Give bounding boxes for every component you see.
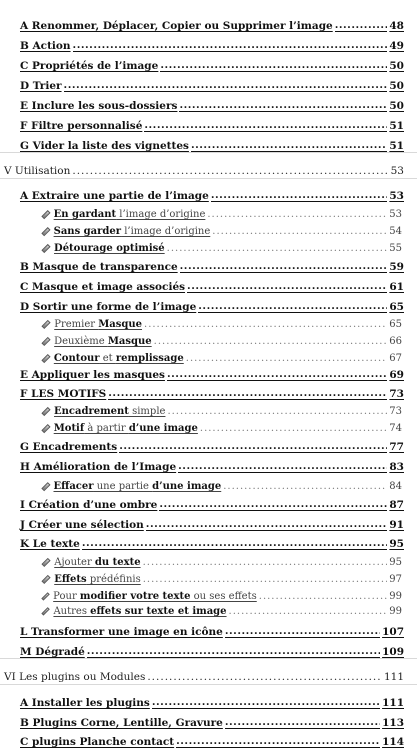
toc-chapter [0, 666, 417, 683]
toc-entry [0, 256, 417, 273]
toc-entry-label: A Extraire une partie de l’image [20, 190, 209, 202]
toc-bold-run: Sans garder [53, 226, 122, 237]
leader-dots [87, 646, 380, 658]
diamond-bullet-icon [41, 575, 50, 584]
toc-bold-run: Effacer [53, 481, 94, 492]
toc-page-number: 67 [389, 353, 402, 364]
toc-page-number: 53 [389, 190, 404, 202]
toc-entry [0, 712, 417, 729]
toc-entry-label: I Création d’une ombre [20, 499, 158, 511]
toc-page-number: 83 [389, 461, 404, 473]
leader-dots [176, 736, 380, 748]
leader-dots [160, 60, 387, 72]
toc-subentry-label [54, 574, 141, 585]
leader-dots [144, 319, 387, 330]
diamond-bullet-icon [41, 424, 50, 433]
leader-dots [152, 697, 380, 709]
leader-dots [211, 190, 388, 202]
leader-dots [167, 406, 387, 417]
toc-page-number: 77 [389, 441, 404, 453]
toc-subentry [0, 330, 417, 347]
toc-subentry [0, 237, 417, 254]
toc-bold-run: d’une image [128, 423, 198, 434]
toc-page-number: 84 [389, 481, 402, 492]
diamond-bullet-icon [41, 354, 50, 363]
toc-page-number: 65 [389, 319, 402, 330]
toc-subentry-label [54, 243, 165, 254]
toc-page-number: 73 [389, 388, 404, 400]
toc-page-number: 74 [389, 423, 402, 434]
toc-page-number: 54 [389, 226, 402, 237]
toc-subentry-label [54, 481, 222, 492]
toc-chapter-label: VI Les plugins ou Modules [4, 671, 146, 683]
leader-dots [143, 574, 388, 585]
toc-entry [0, 533, 417, 550]
toc-subentry-label [54, 406, 165, 417]
toc-page-number: 53 [389, 209, 402, 220]
toc-entry-label: L Transformer une image en icône [20, 626, 223, 638]
toc-page-number: 66 [389, 336, 402, 347]
leader-dots [167, 243, 388, 254]
leader-dots [212, 226, 387, 237]
diamond-bullet-icon [41, 337, 50, 346]
toc-bold-run: du texte [94, 557, 141, 568]
toc-entry-label: B Plugins Corne, Lentille, Gravure [20, 717, 223, 729]
toc-entry [0, 95, 417, 112]
toc-page-number: 109 [382, 646, 404, 658]
toc-chapter-label: V Utilisation [4, 165, 71, 177]
toc-entry-label: E Inclure les sous-dossiers [20, 100, 178, 112]
toc-subentry [0, 220, 417, 237]
diamond-bullet-icon [41, 210, 50, 219]
toc-entry-label: A Installer les plugins [20, 697, 150, 709]
toc-bold-run: Effets [54, 574, 87, 585]
toc-text-run: Autres [53, 606, 91, 617]
toc-page-number: 48 [389, 20, 404, 32]
toc-text-run: l’image d’origine [121, 226, 211, 237]
toc-bold-run: d’une image [152, 481, 222, 492]
toc-entry-label: B Action [20, 40, 71, 52]
diamond-bullet-icon [41, 607, 50, 616]
leader-dots [229, 606, 388, 617]
toc-entry [0, 296, 417, 313]
toc-page-number: 91 [389, 519, 404, 531]
toc-entry [0, 731, 417, 748]
toc-entry [0, 692, 417, 709]
toc-bold-run: Masque [107, 336, 152, 347]
toc-page-number: 99 [389, 591, 402, 602]
leader-dots [108, 388, 387, 400]
leader-dots [144, 120, 387, 132]
toc-page-number: 113 [382, 717, 404, 729]
diamond-bullet-icon [41, 227, 50, 236]
toc-bold-run: effets sur texte et image [90, 606, 227, 617]
toc-entry [0, 35, 417, 52]
toc-subentry [0, 551, 417, 568]
section-divider [0, 152, 417, 153]
leader-dots [143, 557, 388, 568]
section-divider [0, 684, 417, 685]
toc-entry [0, 75, 417, 92]
section-divider [0, 178, 417, 179]
toc-page-number: 73 [389, 406, 402, 417]
leader-dots [225, 626, 380, 638]
leader-dots [167, 369, 387, 381]
toc-subentry-label [54, 353, 184, 364]
toc-page-number: 95 [389, 538, 404, 550]
toc-entry [0, 494, 417, 511]
leader-dots [180, 261, 388, 273]
toc-entry-label: F LES MOTIFS [20, 388, 107, 400]
section-divider [0, 658, 417, 659]
leader-dots [72, 165, 388, 177]
toc-entry-label: C Propriétés de l’image [20, 60, 159, 72]
toc-subentry [0, 475, 417, 492]
toc-page-number: 59 [389, 261, 404, 273]
toc-bold-run: Détourage optimisé [54, 243, 165, 254]
diamond-bullet-icon [41, 407, 50, 416]
toc-subentry [0, 568, 417, 585]
toc-entry-label: D Trier [20, 80, 62, 92]
toc-entry-label: A Renommer, Déplacer, Copier ou Supprimer l’image [20, 20, 333, 32]
leader-dots [200, 423, 387, 434]
leader-dots [225, 717, 380, 729]
leader-dots [82, 538, 388, 550]
toc-page-number: 50 [389, 60, 404, 72]
toc-page-number: 111 [382, 697, 404, 709]
toc-entry [0, 185, 417, 202]
toc-entry [0, 115, 417, 132]
toc-text-run: une partie [93, 481, 153, 492]
toc-entry [0, 55, 417, 72]
toc-subentry [0, 203, 417, 220]
toc-entry-label: C Masque et image associés [20, 281, 186, 293]
leader-dots [198, 301, 387, 313]
leader-dots [179, 100, 387, 112]
toc-page-number: 107 [382, 626, 404, 638]
toc-page-number: 53 [390, 165, 404, 177]
toc-entry [0, 436, 417, 453]
toc-page-number: 69 [389, 369, 404, 381]
toc-entry [0, 621, 417, 638]
toc-subentry-label [54, 319, 142, 330]
toc-entry-label: G Vider la liste des vignettes [20, 140, 189, 152]
toc-entry-label: G Encadrements [20, 441, 118, 453]
toc-page-number: 49 [389, 40, 404, 52]
toc-text-run: l’image d’origine [116, 209, 206, 220]
toc-bold-run: modifier votre texte [79, 591, 191, 602]
leader-dots [73, 40, 388, 52]
toc-page-number: 50 [389, 100, 404, 112]
toc-chapter [0, 160, 417, 177]
toc-text-run: ou ses effets [190, 591, 257, 602]
toc-page-number: 114 [382, 736, 404, 748]
leader-dots [178, 461, 387, 473]
toc-entry-label: M Dégradé [20, 646, 85, 658]
toc-entry-label: D Sortir une forme de l’image [20, 301, 197, 313]
leader-dots [207, 209, 387, 220]
toc-entry [0, 276, 417, 293]
toc-subentry-label [54, 209, 206, 220]
toc-entry-label: H Amélioration de l’Image [20, 461, 177, 473]
leader-dots [64, 80, 388, 92]
toc-text-run: prédéfinis [86, 574, 141, 585]
toc-page-number: 111 [383, 671, 404, 683]
toc-bold-run: En gardant [53, 209, 117, 220]
leader-dots [186, 353, 388, 364]
toc-bold-run: Motif [53, 423, 85, 434]
leader-dots [223, 481, 387, 492]
toc-subentry-label [54, 557, 140, 568]
toc-entry-label: B Masque de transparence [20, 261, 178, 273]
toc-subentry-label [54, 423, 198, 434]
toc-page-number: 51 [389, 120, 404, 132]
toc-bold-run: Masque [98, 319, 143, 330]
toc-subentry [0, 347, 417, 364]
toc-text-run: simple [128, 406, 166, 417]
toc-page-number: 97 [389, 574, 402, 585]
toc-text-run: à partir [84, 423, 129, 434]
toc-entry [0, 15, 417, 32]
toc-entry [0, 514, 417, 531]
toc-page-number: 51 [389, 140, 404, 152]
toc-subentry [0, 600, 417, 617]
leader-dots [191, 140, 387, 152]
toc-page-number: 65 [389, 301, 404, 313]
leader-dots [119, 441, 387, 453]
toc-text-run: Pour [53, 591, 80, 602]
toc-entry [0, 641, 417, 658]
toc-text-run: Ajouter [54, 557, 95, 568]
toc-subentry-label [54, 226, 211, 237]
diamond-bullet-icon [41, 482, 50, 491]
toc-entry-label: J Créer une sélection [20, 519, 144, 531]
toc-subentry [0, 417, 417, 434]
toc-page-number: 61 [389, 281, 404, 293]
leader-dots [187, 281, 387, 293]
toc-subentry-label [54, 336, 152, 347]
toc-subentry-label [53, 606, 226, 617]
leader-dots [146, 519, 388, 531]
toc-bold-run: remplissage [115, 353, 184, 364]
diamond-bullet-icon [41, 558, 50, 567]
toc-page-number: 87 [389, 499, 404, 511]
toc-entry-label: C plugins Planche contact [20, 736, 175, 748]
toc-entry-label: E Appliquer les masques [20, 369, 165, 381]
toc-text-run: Deuxième [54, 336, 108, 347]
toc-page-number: 55 [389, 243, 402, 254]
toc-entry [0, 364, 417, 381]
toc-bold-run: Contour [53, 353, 100, 364]
diamond-bullet-icon [41, 244, 50, 253]
leader-dots [335, 20, 388, 32]
toc-entry [0, 456, 417, 473]
toc-entry-label: F Filtre personnalisé [20, 120, 143, 132]
toc-subentry [0, 313, 417, 330]
toc-page-number: 99 [389, 606, 402, 617]
leader-dots [147, 671, 382, 683]
toc-subentry [0, 400, 417, 417]
toc-text-run: et [99, 353, 116, 364]
toc-page-number: 50 [389, 80, 404, 92]
toc-page-number: 95 [389, 557, 402, 568]
diamond-bullet-icon [41, 320, 50, 329]
toc-entry [0, 135, 417, 152]
toc-bold-run: Encadrement [54, 406, 129, 417]
toc-text-run: Premier [54, 319, 99, 330]
leader-dots [159, 499, 387, 511]
toc-entry-label: K Le texte [20, 538, 80, 550]
leader-dots [154, 336, 388, 347]
toc-entry [0, 383, 417, 400]
